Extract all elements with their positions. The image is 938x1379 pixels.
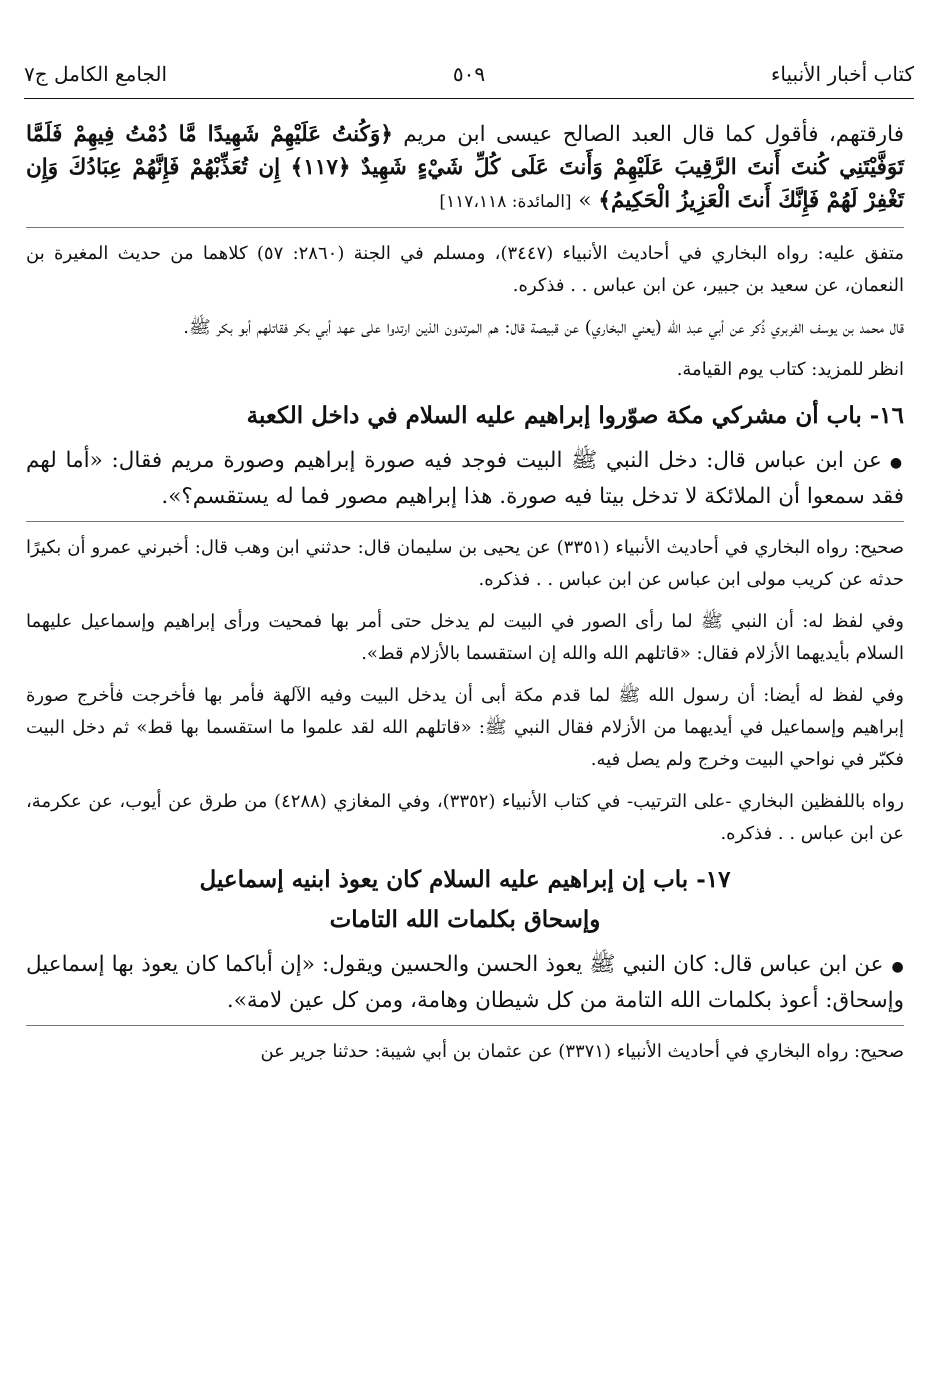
chapter-heading-17	[26, 860, 904, 940]
running-header	[24, 56, 914, 92]
hadith-text	[26, 948, 904, 1017]
verse-reference: [المائدة: ١١٧،١١٨]	[439, 192, 572, 212]
heading-line: وإسحاق بكلمات الله التامات	[329, 906, 601, 933]
bullet-icon: ●	[889, 455, 904, 471]
page-number: ٥٠٩	[452, 62, 486, 86]
takhrij-note: انظر للمزيد: كتاب يوم القيامة.	[676, 359, 904, 380]
hadith-body: عن ابن عباس قال: كان النبي ﷺ يعوذ الحسن والحسين ويقول: «إن أباكما كان يعوذ بها إسماعيل وإسحاق: أعوذ بكلمات الله التامة من كل شيطان وهامة، ومن كل عين لامة».	[26, 952, 904, 1013]
page-body	[26, 118, 904, 1072]
takhrij-note: صحيح: رواه البخاري في أحاديث الأنبياء (٣٣٧١) عن عثمان بن أبي شيبة: حدثنا جرير عن	[26, 1025, 904, 1068]
quran-passage	[26, 118, 904, 219]
takhrij-note: وفي لفظ له: أن النبي ﷺ لما رأى الصور في البيت لم يدخل حتى أمر بها فمحيت ورأى إبراهيم وإسماعيل عليهما السلام بأيديهما الأزلام فقال: «قاتلهم الله والله إن استقسما بالأزلام قط».	[26, 611, 904, 664]
hadith-body: عن ابن عباس قال: دخل النبي ﷺ البيت فوجد فيه صورة إبراهيم وصورة مريم فقال: «أما لهم فقد سمعوا أن الملائكة لا تدخل بيتا فيه صورة. هذا إبراهيم مصور فما له يستقسم؟»	[26, 448, 904, 509]
passage-tail: »	[578, 188, 599, 213]
passage-lead: فارقتهم، فأقول كما قال العبد الصالح عيسى ابن مريم	[403, 122, 904, 147]
header-chapter-title: كتاب أخبار الأنبياء	[771, 62, 914, 86]
chapter-heading-16: ١٦- باب أن مشركي مكة صوّروا إبراهيم عليه السلام في داخل الكعبة	[246, 402, 904, 429]
quran-verse: ﴿وَكُنتُ عَلَيْهِمْ شَهِيدًا مَّا دُمْتُ فِيهِمْ فَلَمَّا تَوَفَّيْتَنِي كُنتَ أَنتَ الرَّقِيبَ عَلَيْهِمْ وَأَنتَ عَلَى كُلِّ شَيْءٍ شَهِيدٌ ﴿١١٧﴾ إِن تُعَذِّبْهُمْ فَإِنَّهُمْ عِبَادُكَ وَإِن تَغْفِرْ لَهُمْ فَإِنَّكَ أَنتَ الْعَزِيزُ الْحَكِيمُ﴾	[26, 122, 905, 213]
hadith-end: .	[161, 484, 169, 509]
bullet-icon: ●	[891, 959, 904, 975]
takhrij-note: قال محمد بن يوسف الفربري ذُكر عن أبي عبد الله (يعني البخاري) عن قبيصة قال: هم المرتدون الذين ارتدوا على عهد أبي بكر فقاتلهم أبو بكر ﷺ.	[183, 317, 904, 338]
takhrij-note: صحيح: رواه البخاري في أحاديث الأنبياء (٣٣٥١) عن يحيى بن سليمان قال: حدثني ابن وهب قال: أخبرني عمرو أن بكيرًا حدثه عن كريب مولى ابن عباس عن ابن عباس . . فذكره.	[26, 521, 904, 596]
takhrij-note: وفي لفظ له أيضا: أن رسول الله ﷺ لما قدم مكة أبى أن يدخل البيت وفيه الآلهة فأمر بها فأخرجت فأخرج صورة إبراهيم وإسماعيل في أيديهما من الأزلام فقال النبي ﷺ: «قاتلهم الله لقد علموا ما استقسما بها قط» ثم دخل البيت فكبّر في نواحي البيت وخرج ولم يصل فيه.	[26, 685, 904, 770]
heading-line: ١٧- باب إن إبراهيم عليه السلام كان يعوذ ابنيه إسماعيل	[199, 866, 731, 893]
header-rule	[24, 98, 914, 99]
takhrij-note: رواه باللفظين البخاري -على الترتيب- في كتاب الأنبياء (٣٣٥٢)، وفي المغازي (٤٢٨٨) من طرق عن أيوب، عن عكرمة، عن ابن عباس . . فذكره.	[26, 791, 904, 844]
hadith-text	[26, 444, 904, 513]
header-book-title: الجامع الكامل ج٧	[24, 62, 168, 86]
takhrij-note: متفق عليه: رواه البخاري في أحاديث الأنبياء (٣٤٤٧)، ومسلم في الجنة (٢٨٦٠: ٥٧) كلاهما من حديث المغيرة بن النعمان، عن سعيد بن جبير، عن ابن عباس . . فذكره.	[26, 227, 904, 302]
